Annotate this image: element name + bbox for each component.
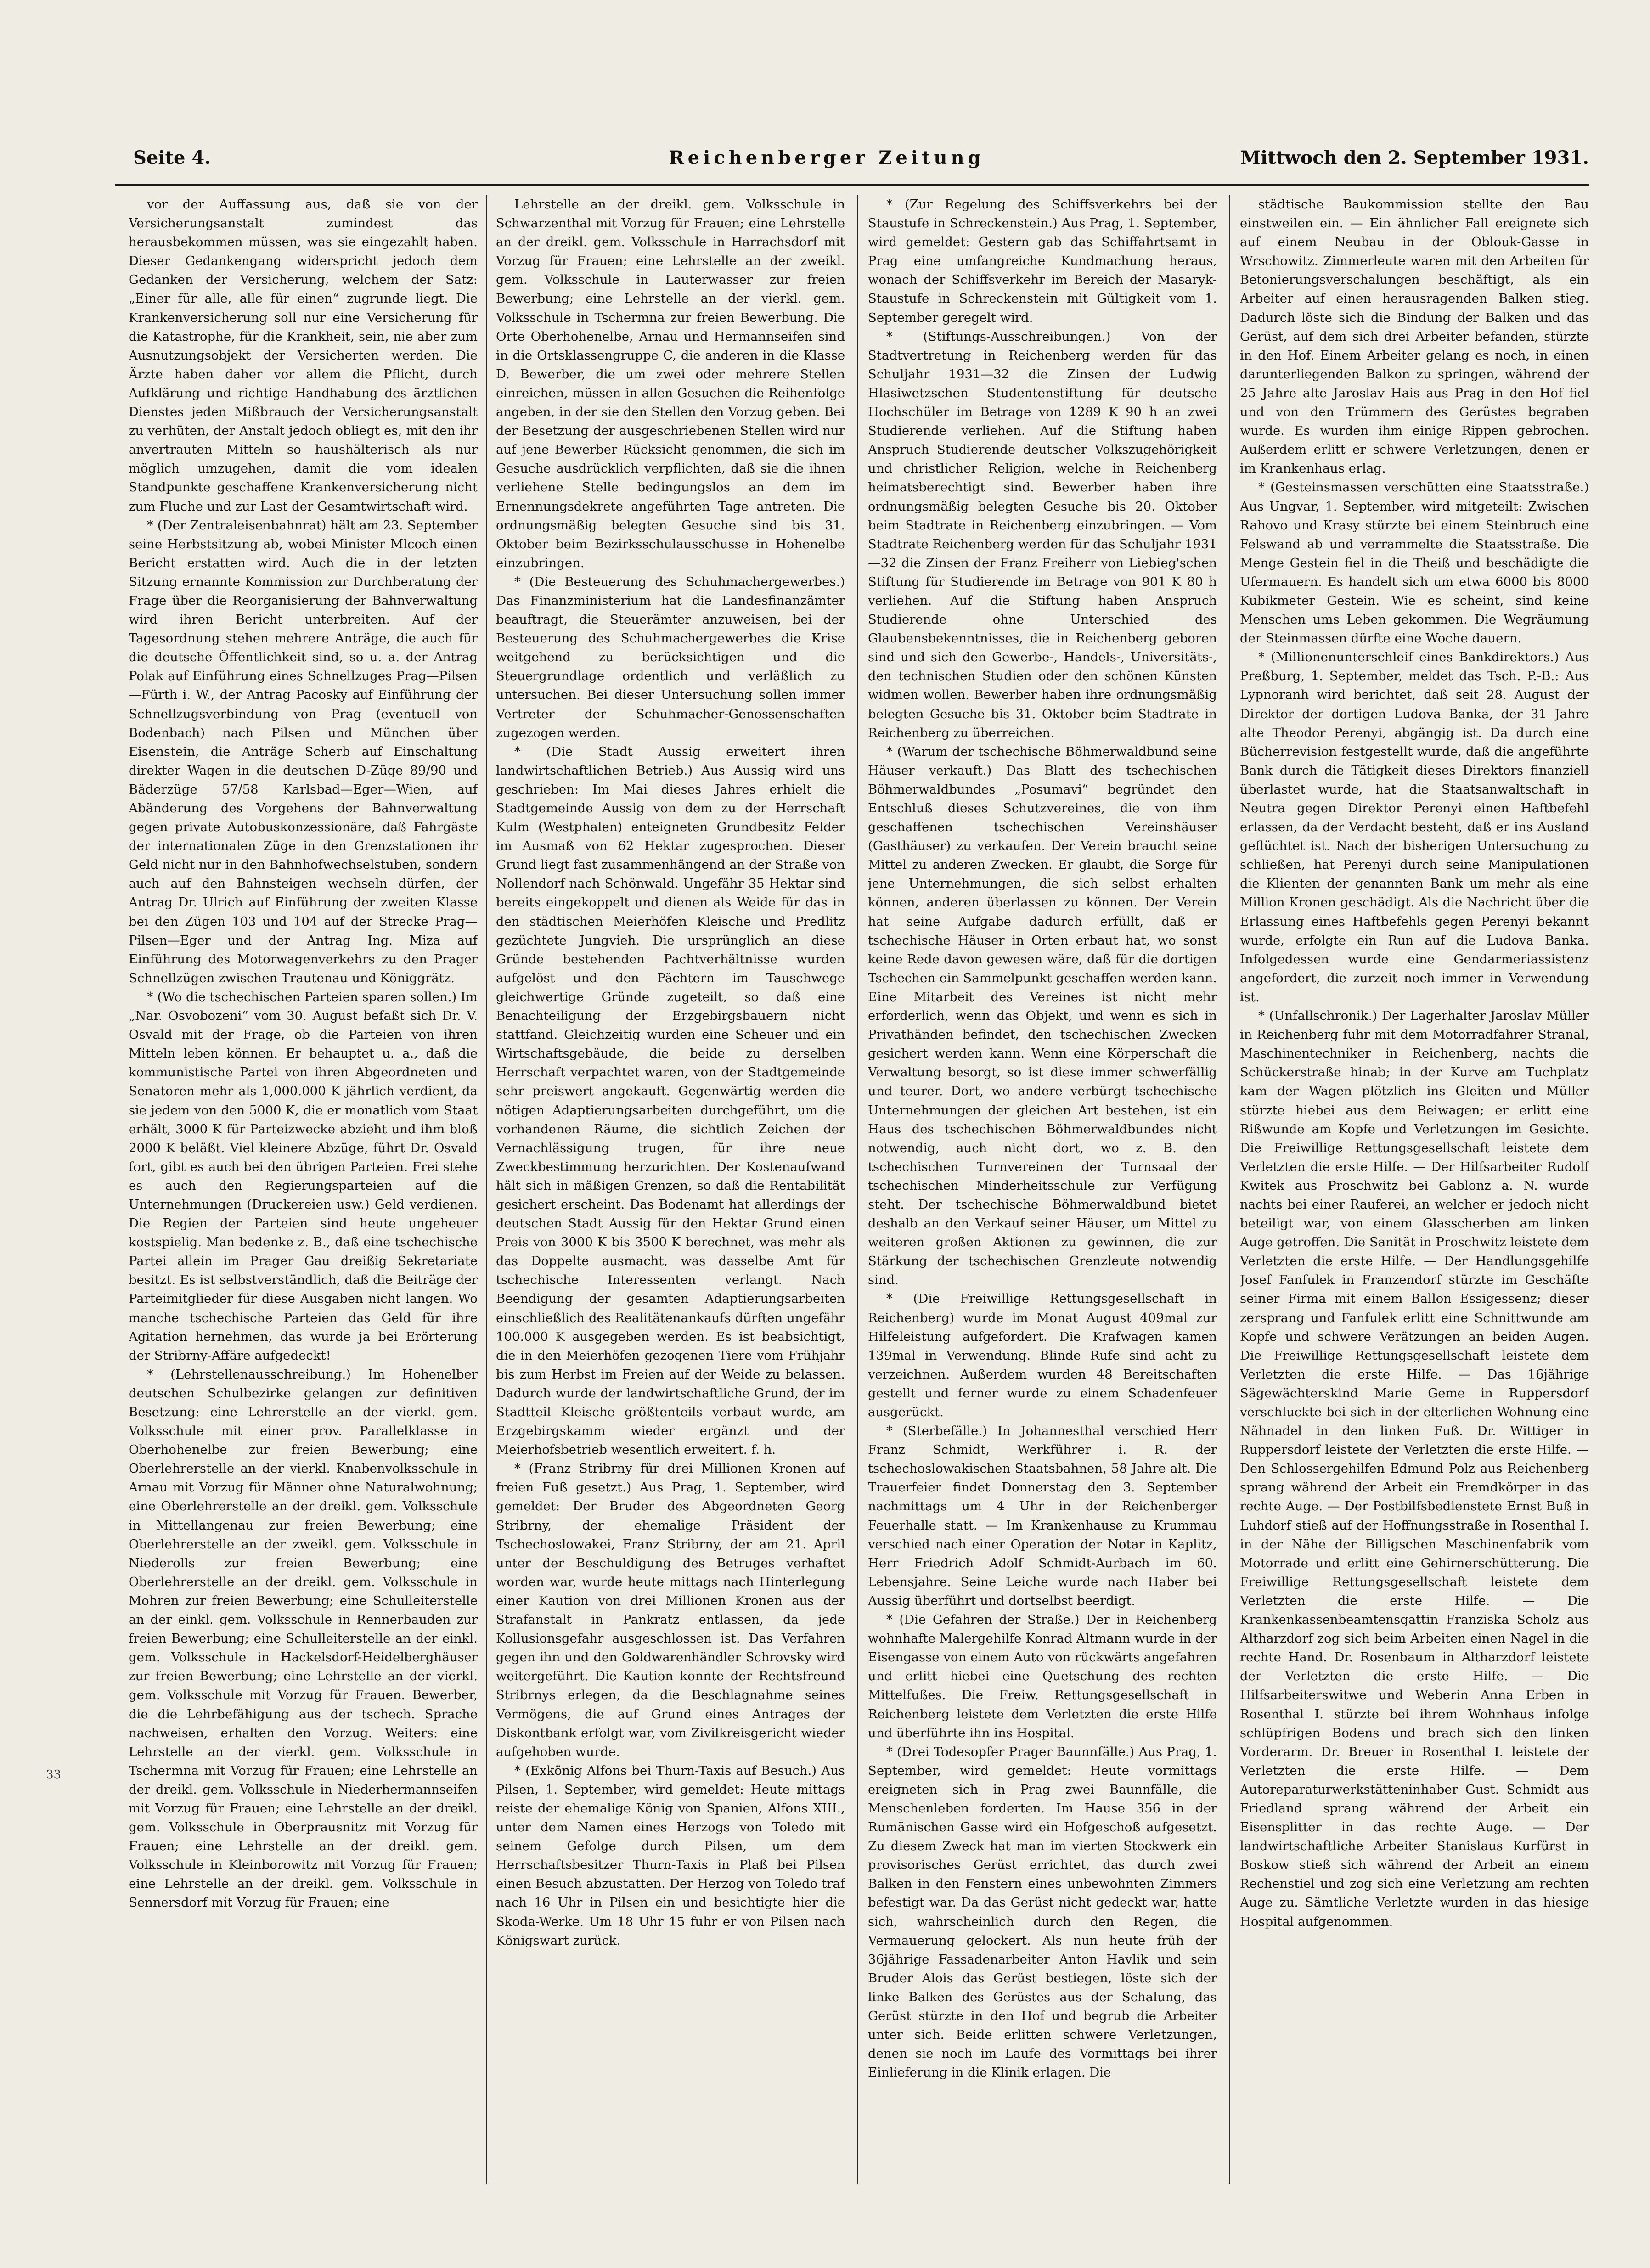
article-paragraph: städtische Baukommission stellte den Bau einstweilen ein. — Ein ähnlicher Fall ereignete sich auf einem Neubau in der Oblouk-Gasse in Wrschowitz. Zimmerleute waren mit den Arbeiten für Betonierungsverschalungen beschäftigt, als ein Arbeiter auf einen herausragenden Balken stieg. Dadurch löste sich die Bindung der Balken und das Gerüst, auf dem sich drei Arbeiter befanden, stürzte in den Hof. Einem Arbeiter gelang es noch, in einen darunterliegenden Balkon zu springen, während der 25 Jahre alte Jaroslav Hais aus Prag in den Hof fiel und von den Trümmern des Gerüstes begraben wurde. Es wurden ihm einige Rippen gebrochen. Außerdem erlitt er schwere Verletzungen, denen er im Krankenhaus erlag.	[1240, 197, 1589, 476]
text-column-3	[868, 195, 1217, 2184]
article-paragraph: * (Millionenunterschleif eines Bankdirektors.) Aus Preßburg, 1. September, meldet das Tsch. P.-B.: Aus Lypnoranh wird berichtet, daß seit 28. August der Direktor der dortigen Ludova Banka, der 31 Jahre alte Theodor Perenyi, abgängig ist. Da durch eine Bücherrevision festgestellt wurde, daß die angeführte Bank durch die Tätigkeit dieses Direktors finanziell überlastet wurde, hat die Staatsanwaltschaft in Neutra gegen Direktor Perenyi einen Haftbefehl erlassen, da der Verdacht besteht, daß er ins Ausland geflüchtet ist. Nach der bisherigen Untersuchung zu schließen, hat Perenyi durch seine Manipulationen die Klienten der genannten Bank um mehr als eine Million Kronen geschädigt. Als die Nachricht über die Erlassung eines Haftbefehls gegen Perenyi bekannt wurde, erfolgte ein Run auf die Ludova Banka. Infolgedessen wurde eine Gendarmeriassistenz angefordert, die zurzeit noch immer in Verwendung ist.	[1240, 650, 1589, 1004]
article-paragraph: * (Exkönig Alfons bei Thurn-Taxis auf Besuch.) Aus Pilsen, 1. September, wird gemeldet: Heute mittags reiste der ehemalige König von Spanien, Alfons XIII., unter dem Namen eines Herzogs von Toledo mit seinem Gefolge durch Pilsen, um dem Herrschaftsbesitzer Thurn-Taxis in Plaß bei Pilsen einen Besuch abzustatten. Der Herzog von Toledo traf nach 16 Uhr in Pilsen ein und besichtigte hier die Skoda-Werke. Um 18 Uhr 15 fuhr er von Pilsen nach Königswart zurück.	[496, 1763, 845, 1948]
text-column-4	[1240, 195, 1589, 2184]
page-number: Seite 4.	[133, 147, 211, 169]
masthead-title: Reichenberger Zeitung	[669, 147, 985, 169]
text-column-2	[496, 195, 845, 2184]
page-header	[115, 147, 1589, 184]
article-paragraph: * (Zur Regelung des Schiffsverkehrs bei der Staustufe in Schreckenstein.) Aus Prag, 1. September, wird gemeldet: Gestern gab das Schiffahrtsamt in Prag eine umfangreiche Kundmachung heraus, wonach der Schiffsverkehr im Bereich der Masaryk-Staustufe in Schreckenstein mit Gültigkeit vom 1. September geregelt wird.	[868, 197, 1217, 325]
article-paragraph: * (Die Freiwillige Rettungsgesellschaft in Reichenberg) wurde im Monat August 409mal zur Hilfeleistung aufgefordert. Die Krafwagen kamen 139mal in Verwendung. Blinde Rufe sind acht zu verzeichnen. Außerdem wurden 48 Bereitschaften gestellt und ferner wurde zu einem Schadenfeuer ausgerückt.	[868, 1291, 1217, 1419]
column-divider	[857, 195, 858, 2184]
article-paragraph: * (Die Stadt Aussig erweitert ihren landwirtschaftlichen Betrieb.) Aus Aussig wird uns geschrieben: Im Mai dieses Jahres erhielt die Stadtgemeinde Aussig von dem zu der Herrschaft Kulm (Westphalen) enteigneten Grundbesitz Felder im Ausmaß von 62 Hektar zugesprochen. Dieser Grund liegt fast zusammenhängend an der Straße von Nollendorf nach Schönwald. Ungefähr 35 Hektar sind bereits eingekoppelt und dienen als Weide für das in den städtischen Meierhöfen Kleische und Predlitz gezüchtete Jungvieh. Die ursprünglich an diese Gründe bestehenden Pachtverhältnisse wurden aufgelöst und den Pächtern im Tauschwege gleichwertige Gründe zugeteilt, so daß eine Benachteiligung der Erzgebirgsbauern nicht stattfand. Gleichzeitig wurden eine Scheuer und ein Wirtschaftsgebäude, die beide zu derselben Herrschaft verpachtet waren, von der Stadtgemeinde sehr preiswert angekauft. Gegenwärtig werden die nötigen Adaptierungsarbeiten durchgeführt, um die vorhandenen Räume, die sichtlich Zeichen der Vernachlässigung trugen, für ihre neue Zweckbestimmung herzurichten. Der Kostenaufwand hält sich in mäßigen Grenzen, so daß die Rentabilität gesichert erscheint. Das Bodenamt hat allerdings der deutschen Stadt Aussig für den Hektar Grund einen Preis von 3000 K bis 3500 K berechnet, was mehr als das Doppelte ausmacht, was dasselbe Amt für tschechische Interessenten verlangt. Nach Beendigung der gesamten Adaptierungsarbeiten einschließlich des Realitätenankaufs dürften ungefähr 100.000 K ausgegeben werden. Es ist beabsichtigt, die in den Meierhöfen gezogenen Tiere vom Frühjahr bis zum Herbst im Freien auf der Weide zu belassen. Dadurch wurde der landwirtschaftliche Grund, der im Stadtteil Kleische größtenteils verbaut wurde, am Erzgebirgskamm wieder ergänzt und der Meierhofsbetrieb wesentlich erweitert. f. h.	[496, 744, 845, 1458]
issue-date: Mittwoch den 2. September 1931.	[1240, 147, 1589, 169]
article-paragraph: * (Der Zentraleisenbahnrat) hält am 23. September seine Herbstsitzung ab, wobei Minister Mlcoch einen Bericht erstatten wird. Auch die in der letzten Sitzung ernannte Kommission zur Durchberatung der Frage über die Reorganisierung der Bahnverwaltung wird ihren Bericht unterbreiten. Auf der Tagesordnung stehen mehrere Anträge, die auch für die deutsche Öffentlichkeit sind, so u. a. der Antrag Polak auf Einführung eines Schnellzuges Prag—Pilsen—Fürth i. W., der Antrag Pacosky auf Einführung der Schnellzugsverbindung von Prag (eventuell von Bodenbach) nach Pilsen und München über Eisenstein, die Anträge Scherb auf Einschaltung direkter Wagen in die deutschen D-Züge 89/90 und Bäderzüge 57/58 Karlsbad—Eger—Wien, auf Abänderung des Vorgehens der Bahnverwaltung gegen private Autobuskonzessionäre, daß Fahrgäste der internationalen Züge in den Grenzstationen ihr Geld nicht nur in den Bahnhofwechselstuben, sondern auch auf den Bahnsteigen wechseln dürfen, der Antrag Dr. Ulrich auf Einführung der zweiten Klasse bei den Zügen 103 und 104 auf der Strecke Prag—Pilsen—Eger und der Antrag Ing. Miza auf Einführung des Motorwagenverkehrs zu den Prager Schnellzügen zwischen Trautenau und Königgrätz.	[129, 518, 478, 985]
article-paragraph: * (Drei Todesopfer Prager Baunnfälle.) Aus Prag, 1. September, wird gemeldet: Heute vormittags ereigneten sich in Prag zwei Baunnfälle, die Menschenleben forderten. Im Hause 356 in der Rumänischen Gasse wird ein Hofgeschoß aufgesetzt. Zu diesem Zweck hat man im vierten Stockwerk ein provisorisches Gerüst errichtet, das durch zwei Balken in den Fenstern eines unbewohnten Zimmers befestigt war. Da das Gerüst nicht gedeckt war, hatte sich, wahrscheinlich durch den Regen, die Vermauerung gelockert. Als nun heute früh der 36jährige Fassadenarbeiter Anton Havlik und sein Bruder Alois das Gerüst bestiegen, löste sich der linke Balken des Gerüstes aus der Schalung, das Gerüst stürzte in den Hof und begrub die Arbeiter unter sich. Beide erlitten schwere Verletzungen, denen sie noch im Laufe des Vormittags bei ihrer Einlieferung in die Klinik erlagen. Die	[868, 1744, 1217, 2080]
column-divider	[486, 195, 487, 2184]
article-paragraph: * (Warum der tschechische Böhmerwaldbund seine Häuser verkauft.) Das Blatt des tschechischen Böhmerwaldbundes „Posumavi“ begründet den Entschluß dieses Schutzvereines, die von ihm geschaffenen tschechischen Vereinshäuser (Gasthäuser) zu verkaufen. Der Verein braucht seine Mittel zu anderen Zwecken. Er glaubt, die Sorge für jene Unternehmungen, die sich selbst erhalten können, anderen überlassen zu können. Der Verein hat seine Aufgabe dadurch erfüllt, daß er tschechische Häuser in Orten erbaut hat, wo sonst keine Rede davon gewesen wäre, daß für die dortigen Tschechen ein Sammelpunkt geschaffen werden kann. Eine Mitarbeit des Vereines ist nicht mehr erforderlich, wenn das Objekt, und wenn es sich in Privathänden befindet, den tschechischen Zwecken gesichert werden kann. Wenn eine Körperschaft die Verwaltung besorgt, so ist diese immer schwerfällig und teurer. Dort, wo andere verbürgt tschechische Unternehmungen der gleichen Art bestehen, ist ein Haus des tschechischen Böhmerwaldbundes nicht notwendig, auch nicht dort, wo z. B. den tschechischen Turnvereinen der Turnsaal der tschechischen Minderheitsschule zur Verfügung steht. Der tschechische Böhmerwaldbund bietet deshalb an den Verkauf seiner Häuser, um Mittel zu weiteren großen Aktionen zu gewinnen, die zur Stärkung der tschechischen Grenzleute notwendig sind.	[868, 744, 1217, 1288]
column-divider	[1229, 195, 1230, 2184]
article-paragraph: * (Lehrstellenausschreibung.) Im Hohenelber deutschen Schulbezirke gelangen zur definitiven Besetzung: eine Lehrerstelle an der vierkl. gem. Volksschule mit einer prov. Parallelklasse in Oberhohenelbe zur freien Bewerbung; eine Oberlehrerstelle an der vierkl. Knabenvolksschule in Arnau mit Vorzug für Männer ohne Naturalwohnung; eine Oberlehrerstelle an der dreikl. gem. Volksschule in Mittellangenau zur freien Bewerbung; eine Oberlehrerstelle an der zweikl. gem. Volksschule in Niederolls zur freien Bewerbung; eine Oberlehrerstelle an der dreikl. gem. Volksschule in Mohren zur freien Bewerbung; eine Schulleiterstelle an der einkl. gem. Volksschule in Rennerbauden zur freien Bewerbung; eine Schulleiterstelle an der einkl. gem. Volksschule in Hackelsdorf-Heidelberghäuser zur freien Bewerbung; eine Lehrstelle an der vierkl. gem. Volksschule mit Vorzug für Frauen. Bewerber, die die Lehrbefähigung aus der tschech. Sprache nachweisen, erhalten den Vorzug. Weiters: eine Lehrstelle an der vierkl. gem. Volksschule in Tschermna mit Vorzug für Frauen; eine Lehrstelle an der dreikl. gem. Volksschule in Niederhermannseifen mit Vorzug für Frauen; eine Lehrstelle an der dreikl. gem. Volksschule in Oberprausnitz mit Vorzug für Frauen; eine Lehrstelle an der dreikl. gem. Volksschule in Kleinborowitz mit Vorzug für Frauen; eine Lehrstelle an der dreikl. gem. Volksschule in Sennersdorf mit Vorzug für Frauen; eine	[129, 1367, 478, 1910]
article-paragraph: * (Unfallschronik.) Der Lagerhalter Jaroslav Müller in Reichenberg fuhr mit dem Motorradfahrer Stranal, Maschinentechniker in Reichenberg, nachts die Schückerstraße hinab; in der Kurve am Tuchplatz kam der Wagen plötzlich ins Gleiten und Müller stürzte hiebei aus dem Beiwagen; er erlitt eine Rißwunde am Kopfe und Verletzungen im Gesichte. Die Freiwillige Rettungsgesellschaft leistete dem Verletzten die erste Hilfe. — Der Hilfsarbeiter Rudolf Kwitek aus Proschwitz bei Gablonz a. N. wurde nachts bei einer Rauferei, an welcher er jedoch nicht beteiligt war, von einem Glasscherben am linken Auge getroffen. Die Sanität in Proschwitz leistete dem Verletzten die erste Hilfe. — Der Handlungsgehilfe Josef Fanfulek in Franzendorf stürzte im Geschäfte seiner Firma mit einem Ballon Essigessenz; dieser zersprang und Fanfulek erlitt eine Schnittwunde am Kopfe und schwere Verätzungen an beiden Augen. Die Freiwillige Rettungsgesellschaft leistete dem Verletzten die erste Hilfe. — Das 16jährige Sägewächterskind Marie Geme in Ruppersdorf verschluckte bei sich in der elterlichen Wohnung eine Nähnadel in den linken Fuß. Dr. Wittiger in Ruppersdorf leistete der Verletzten die erste Hilfe. — Den Schlossergehilfen Edmund Polz aus Reichenberg sprang während der Arbeit ein Fremdkörper in das rechte Auge. — Der Postbilfsbedienstete Ernst Buß in Luhdorf stieß auf der Hoffnungsstraße in Rosenthal I. in der Nähe der Billigschen Maschinenfabrik vom Motorrade und erlitt eine Gehirnerschütterung. Die Freiwillige Rettungsgesellschaft leistete dem Verletzten die erste Hilfe. — Die Krankenkassenbeamtensgattin Franziska Scholz aus Altharzdorf zog sich beim Arbeiten einen Nagel in die rechte Hand. Dr. Rosenbaum in Altharzdorf leistete der Verletzten die erste Hilfe. — Die Hilfsarbeiterswitwe und Weberin Anna Erben in Rosenthal I. stürzte bei ihrem Wohnhaus infolge schlüpfrigen Bodens und brach sich den linken Vorderarm. Dr. Breuer in Rosenthal I. leistete der Verletzten die erste Hilfe. — Dem Autoreparaturwerkstätteninhaber Gust. Schmidt aus Friedland sprang während der Arbeit ein Eisensplitter in das rechte Auge. — Der landwirtschaftliche Arbeiter Stanislaus Kurfürst in Boskow stieß sich während der Arbeit an einem Rechenstiel und zog sich eine Verletzung am rechten Auge zu. Sämtliche Verletzte wurden in das hiesige Hospital aufgenommen.	[1240, 1008, 1589, 1929]
text-column-1	[129, 195, 478, 2184]
article-paragraph: Lehrstelle an der dreikl. gem. Volksschule in Schwarzenthal mit Vorzug für Frauen; eine Lehrstelle an der dreikl. gem. Volksschule in Harrachsdorf mit Vorzug für Frauen; eine Lehrstelle an der zweikl. gem. Volksschule in Lauterwasser zur freien Bewerbung; eine Lehrstelle an der vierkl. gem. Volksschule in Tschermna zur freien Bewerbung. Die Orte Oberhohenelbe, Arnau und Hermannseifen sind in die Ortsklassengruppe C, die anderen in die Klasse D. Bewerber, die um zwei oder mehrere Stellen einreichen, müssen in allen Gesuchen die Reihenfolge angeben, in der sie den Stellen den Vorzug geben. Bei der Besetzung der ausgeschriebenen Stellen wird nur auf jene Bewerber Rücksicht genommen, die sich im Gesuche ausdrücklich verpflichten, daß sie die ihnen verliehene Stelle bedingungslos an dem im Ernennungsdekrete angeführten Tage antreten. Die ordnungsmäßig belegten Gesuche sind bis 31. Oktober beim Bezirksschulausschusse in Hohenelbe einzubringen.	[496, 197, 845, 570]
article-paragraph: * (Sterbefälle.) In Johannesthal verschied Herr Franz Schmidt, Werkführer i. R. der tschechoslowakischen Staatsbahnen, 58 Jahre alt. Die Trauerfeier findet Donnerstag den 3. September nachmittags um 4 Uhr in der Reichenberger Feuerhalle statt. — Im Krankenhause zu Krummau verschied nach einer Operation der Notar in Kaplitz, Herr Friedrich Adolf Schmidt-Aurbach im 60. Lebensjahre. Seine Leiche wurde nach Haber bei Aussig überführt und dortselbst beerdigt.	[868, 1424, 1217, 1608]
header-rule	[115, 184, 1589, 186]
margin-mark: 33	[46, 1768, 62, 1782]
article-paragraph: * (Die Besteuerung des Schuhmachergewerbes.) Das Finanzministerium hat die Landesfinanzämter beauftragt, die Steuerämter anzuweisen, bei der Besteuerung des Schuhmachergewerbes die Krise weitgehend zu berücksichtigen und die Steuergrundlage ordentlich und verläßlich zu untersuchen. Bei dieser Untersuchung sollen immer Vertreter der Schuhmacher-Genossenschaften zugezogen werden.	[496, 574, 845, 740]
article-paragraph: vor der Auffassung aus, daß sie von der Versicherungsanstalt zumindest das herausbekommen müssen, was sie eingezahlt haben. Dieser Gedankengang widerspricht jedoch dem Gedanken der Versicherung, welchem der Satz: „Einer für alle, alle für einen“ zugrunde liegt. Die Krankenversicherung soll nur eine Versicherung für die Katastrophe, für die Krankheit, sein, nie aber zum Ausnutzungsobjekt der Versicherten werden. Die Ärzte haben daher vor allem die Pflicht, durch Aufklärung und richtige Handhabung des ärztlichen Dienstes jeden Mißbrauch der Versicherungsanstalt zu verhüten, der Anstalt jedoch obliegt es, mit den ihr anvertrauten Mitteln so haushälterisch als nur möglich umzugehen, damit die vom idealen Standpunkte geschaffene Krankenversicherung nicht zum Fluche und zur Last der Gesamtwirtschaft wird.	[129, 197, 478, 514]
article-paragraph: * (Franz Stribrny für drei Millionen Kronen auf freien Fuß gesetzt.) Aus Prag, 1. September, wird gemeldet: Der Bruder des Abgeordneten Georg Stribrny, der ehemalige Präsident der Tschechoslowakei, Franz Stribrny, der am 21. April unter der Beschuldigung des Betruges verhaftet worden war, wurde heute mittags nach Hinterlegung einer Kaution von drei Millionen Kronen aus der Strafanstalt in Pankratz entlassen, da jede Kollusionsgefahr ausgeschlossen ist. Das Verfahren gegen ihn und den Goldwarenhändler Schrovsky wird weitergeführt. Die Kaution konnte der Rechtsfreund Stribrnys erlegen, da die Beschlagnahme seines Vermögens, die auf Grund eines Antrages der Diskontbank erfolgt war, vom Zivilkreisgericht wieder aufgehoben wurde.	[496, 1461, 845, 1759]
article-paragraph: * (Die Gefahren der Straße.) Der in Reichenberg wohnhafte Malergehilfe Konrad Altmann wurde in der Eisengasse von einem Auto von rückwärts angefahren und erlitt hiebei eine Quetschung des rechten Mittelfußes. Die Freiw. Rettungsgesellschaft in Reichenberg leistete dem Verletzten die erste Hilfe und überführte ihn ins Hospital.	[868, 1612, 1217, 1740]
article-paragraph: * (Gesteinsmassen verschütten eine Staatsstraße.) Aus Ungvar, 1. September, wird mitgeteilt: Zwischen Rahovo und Krasy stürzte bei einem Steinbruch eine Felswand ab und verrammelte die Staatsstraße. Die Menge Gestein fiel in die Theiß und beschädigte die Ufermauern. Es handelt sich um etwa 6000 bis 8000 Kubikmeter Gestein. Wie es scheint, sind keine Menschen ums Leben gekommen. Die Wegräumung der Steinmassen dürfte eine Woche dauern.	[1240, 480, 1589, 646]
article-paragraph: * (Stiftungs-Ausschreibungen.) Von der Stadtvertretung in Reichenberg werden für das Schuljahr 1931—32 die Zinsen der Ludwig Hlasiwetzschen Studentenstiftung für deutsche Hochschüler im Betrage von 1289 K 90 h an zwei Studierende verliehen. Auf die Stiftung haben Anspruch Studierende deutscher Volkszugehörigkeit und christlicher Religion, welche in Reichenberg heimatsberechtigt sind. Bewerber haben ihre ordnungsmäßig belegten Gesuche bis 20. Oktober beim Stadtrate in Reichenberg einzubringen. — Vom Stadtrate Reichenberg werden für das Schuljahr 1931—32 die Zinsen der Franz Freiherr von Liebieg'schen Stiftung für Studierende im Betrage von 901 K 80 h verliehen. Auf die Stiftung haben Anspruch Studierende ohne Unterschied des Glaubensbekenntnisses, die in Reichenberg geboren sind und sich den Gewerbe-, Handels-, Universitäts-, den technischen Studien oder den schönen Künsten widmen wollen. Bewerber haben ihre ordnungsmäßig belegten Gesuche bis 31. Oktober beim Stadtrate in Reichenberg zu überreichen.	[868, 329, 1217, 740]
newspaper-page	[46, 138, 1589, 2177]
article-paragraph: * (Wo die tschechischen Parteien sparen sollen.) Im „Nar. Osvobozeni“ vom 30. August befaßt sich Dr. V. Osvald mit der Frage, ob die Parteien von ihren Mitteln leben können. Er behauptet u. a., daß die kommunistische Partei von ihren Abgeordneten und Senatoren mehr als 1,000.000 K jährlich verdient, da sie jedem von den 5000 K, die er monatlich vom Staat erhält, 3000 K für Parteizwecke abzieht und ihm bloß 2000 K beläßt. Viel kleinere Abzüge, führt Dr. Osvald fort, gibt es auch bei den übrigen Parteien. Frei stehe es auch den Regierungsparteien auf die Unternehmungen (Druckereien usw.) Geld verdienen. Die Regien der Parteien sind heute ungeheuer kostspielig. Man bedenke z. B., daß eine tschechische Partei allein im Prager Gau dreißig Sekretariate besitzt. Es ist selbstverständlich, daß die Beiträge der Parteimitglieder für diese Ausgaben nicht langen. Wo manche tschechische Parteien das Geld für ihre Agitation hernehmen, das wurde ja bei Erörterung der Stribrny-Affäre aufgedeckt!	[129, 989, 478, 1363]
